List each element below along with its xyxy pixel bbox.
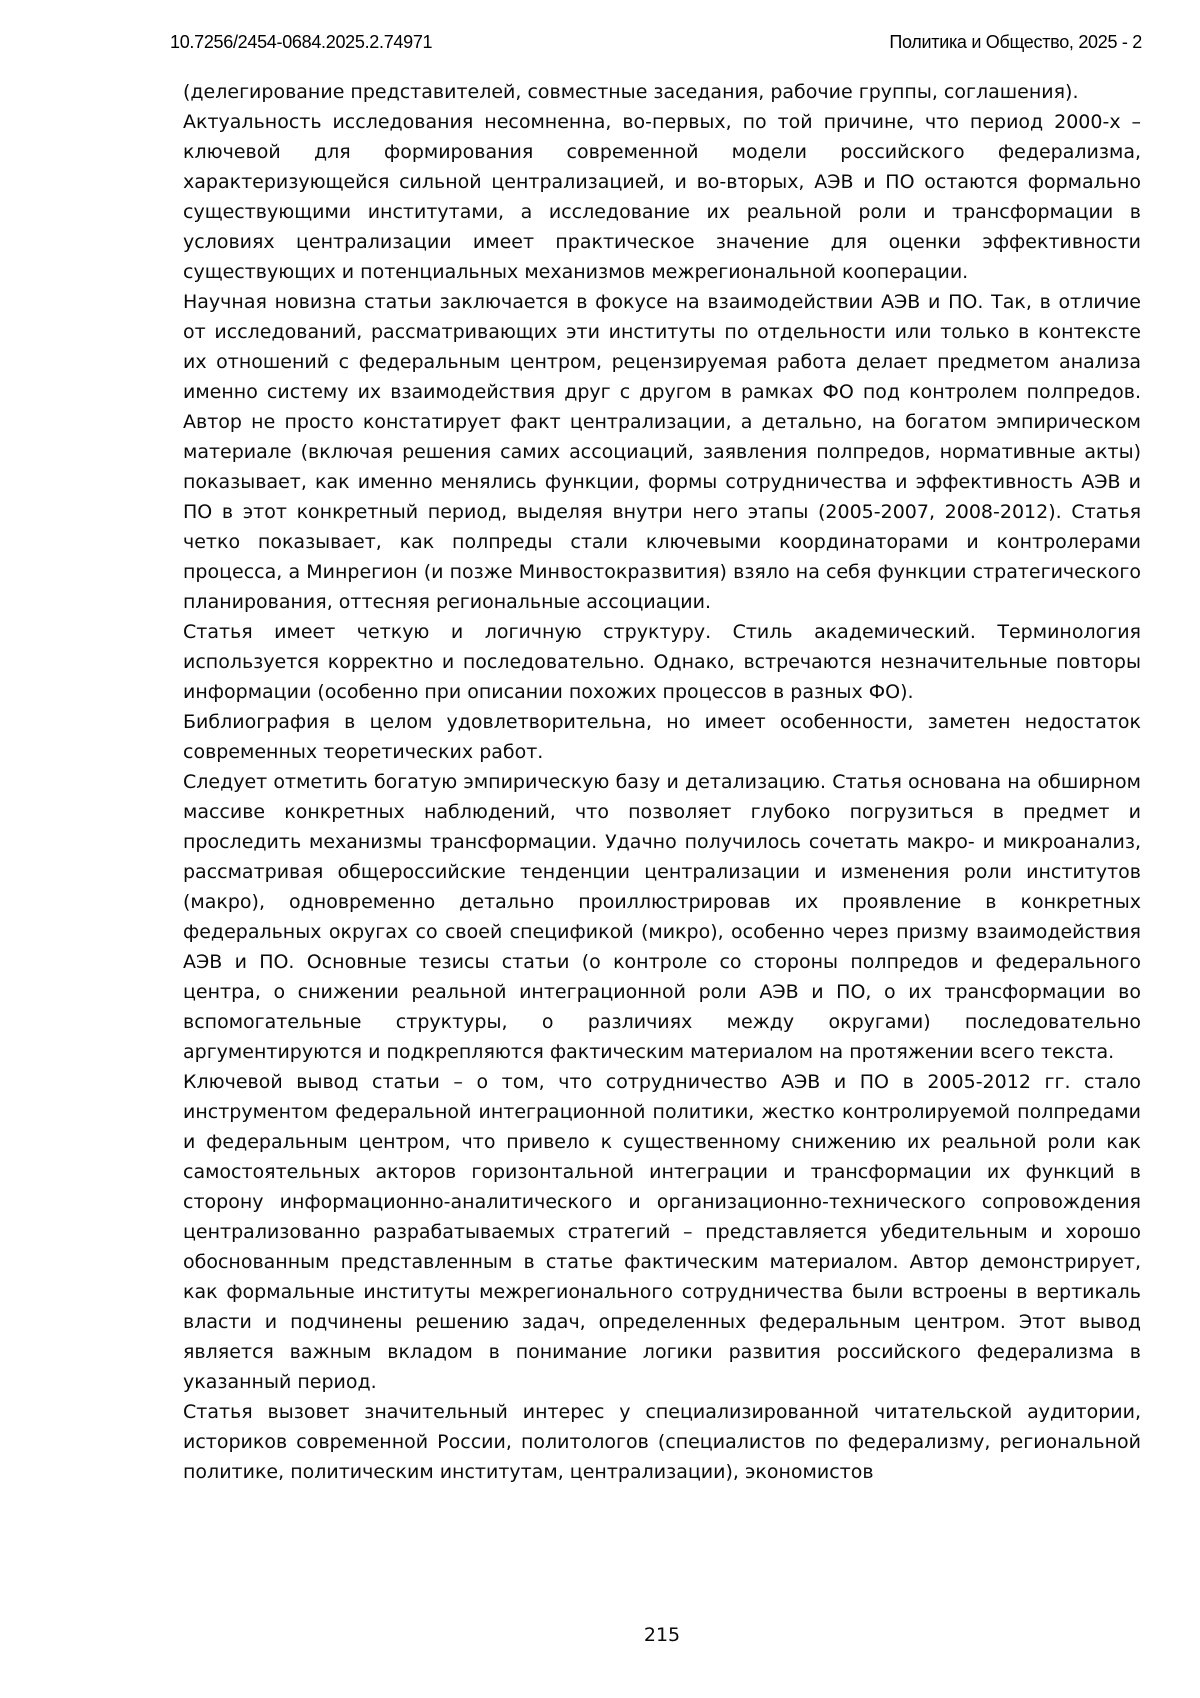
page-number: 215 — [643, 1624, 681, 1646]
article-body — [183, 77, 1141, 1487]
page-header — [170, 32, 1142, 53]
doi-number: 10.7256/2454-0684.2025.2.74971 — [170, 32, 433, 52]
paragraph-empirical-base: Следует отметить богатую эмпирическую базу и детализацию. Статья основана на обширном массиве конкретных наблюдений, что позволяет глубоко погрузиться в предмет и проследить механизмы трансформации. Удачно получилось сочетать макро- и микроанализ, рассматривая общероссийские тенденции централизации и изменения роли институтов (макро), одновременно детально проиллюстрировав их проявление в конкретных федеральных округах со своей спецификой (микро), особенно через призму взаимодействия АЭВ и ПО. Основные тезисы статьи (о контроле со стороны полпредов и федерального центра, о снижении реальной интеграционной роли АЭВ и ПО, о их трансформации во вспомогательные структуры, о различиях между округами) последовательно аргументируются и подкрепляются фактическим материалом на протяжении всего текста. — [183, 771, 1141, 1063]
paragraph-structure-style: Статья имеет четкую и логичную структуру. Стиль академический. Терминология используется корректно и последовательно. Однако, встречаются незначительные повторы информации (особенно при описании похожих процессов в разных ФО). — [183, 621, 1141, 703]
paragraph-novelty: Научная новизна статьи заключается в фокусе на взаимодействии АЭВ и ПО. Так, в отличие от исследований, рассматривающих эти институты по отдельности или только в контексте их отношений с федеральным центром, рецензируемая работа делает предметом анализа именно систему их взаимодействия друг с другом в рамках ФО под контролем полпредов. Автор не просто констатирует факт централизации, а детально, на богатом эмпирическом материале (включая решения самих ассоциаций, заявления полпредов, нормативные акты) показывает, как именно менялись функции, формы сотрудничества и эффективность АЭВ и ПО в этот конкретный период, выделяя внутри него этапы (2005-2007, 2008-2012). Статья четко показывает, как полпреды стали ключевыми координаторами и контролерами процесса, а Минрегион (и позже Минвостокразвития) взяло на себя функции стратегического планирования, оттесняя региональные ассоциации. — [183, 291, 1141, 613]
journal-title: Политика и Общество, 2025 - 2 — [889, 32, 1142, 52]
paragraph-bibliography: Библиография в целом удовлетворительна, но имеет особенности, заметен недостаток современных теоретических работ. — [183, 711, 1141, 763]
paragraph-audience: Статья вызовет значительный интерес у специализированной читательской аудитории, историков современной России, политологов (специалистов по федерализму, региональной политике, политическим институтам, централизации), экономистов — [183, 1401, 1141, 1483]
paragraph-key-conclusion: Ключевой вывод статьи – о том, что сотрудничество АЭВ и ПО в 2005-2012 гг. стало инструментом федеральной интеграционной политики, жестко контролируемой полпредами и федеральным центром, что привело к существенному снижению их реальной роли как самостоятельных акторов горизонтальной интеграции и трансформации их функций в сторону информационно-аналитического и организационно-технического сопровождения централизованно разрабатываемых стратегий – представляется убедительным и хорошо обоснованным представленным в статье фактическим материалом. Автор демонстрирует, как формальные институты межрегионального сотрудничества были встроены в вертикаль власти и подчинены решению задач, определенных федеральным центром. Этот вывод является важным вкладом в понимание логики развития российского федерализма в указанный период. — [183, 1071, 1141, 1393]
paragraph-continuation: (делегирование представителей, совместные заседания, рабочие группы, соглашения). — [183, 81, 1079, 103]
page-footer — [183, 1624, 1141, 1646]
paragraph-relevance: Актуальность исследования несомненна, во-первых, по той причине, что период 2000-х – ключевой для формирования современной модели российского федерализма, характеризующейся сильной централизацией, и во-вторых, АЭВ и ПО остаются формально существующими институтами, а исследование их реальной роли и трансформации в условиях централизации имеет практическое значение для оценки эффективности существующих и потенциальных механизмов межрегиональной кооперации. — [183, 111, 1141, 283]
